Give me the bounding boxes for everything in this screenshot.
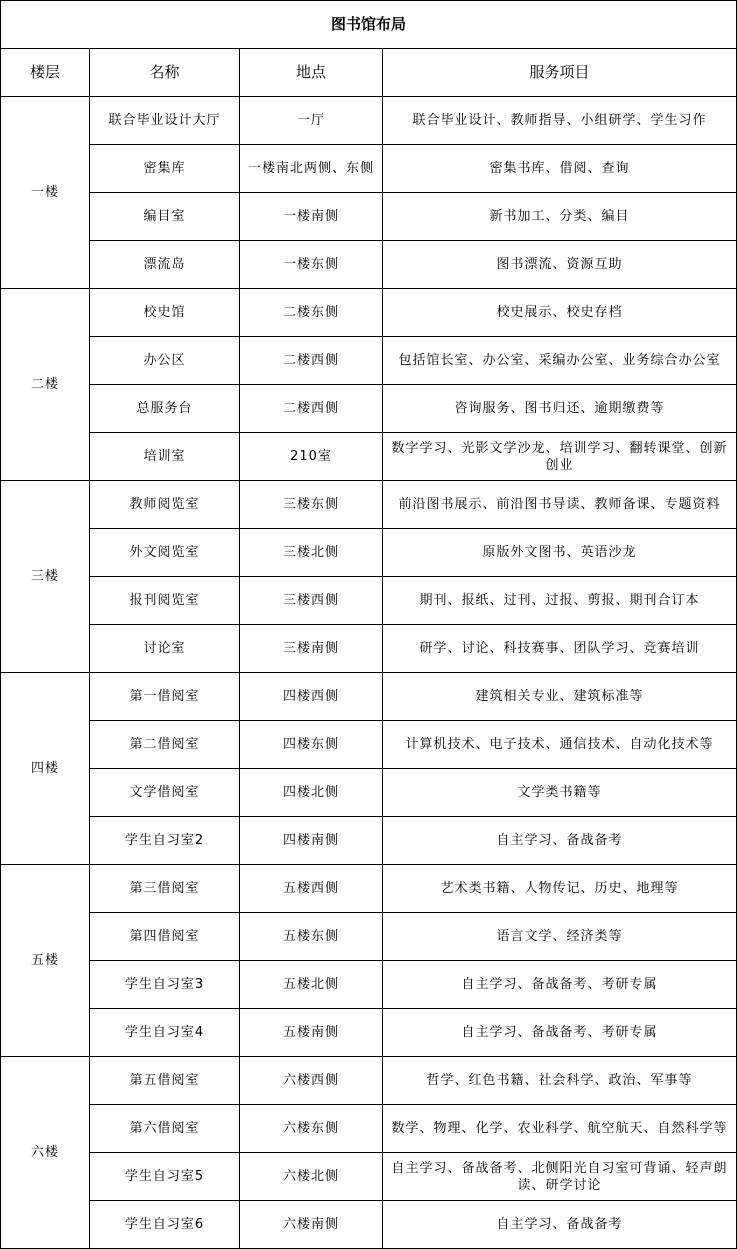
room-name-cell: 学生自习室5: [90, 1153, 240, 1201]
room-services-cell: 计算机技术、电子技术、通信技术、自动化技术等: [383, 721, 737, 769]
room-services-cell: 咨询服务、图书归还、逾期缴费等: [383, 385, 737, 433]
table-row: [1, 961, 737, 1009]
table-row: [1, 433, 737, 481]
table-row: [1, 625, 737, 673]
floor-cell: 三楼: [1, 481, 90, 673]
room-name-cell: 编目室: [90, 193, 240, 241]
room-name-cell: 培训室: [90, 433, 240, 481]
room-services-cell: 自主学习、备战备考、考研专属: [383, 961, 737, 1009]
room-services-cell: 语言文学、经济类等: [383, 913, 737, 961]
room-name-cell: 第一借阅室: [90, 673, 240, 721]
room-services-cell: 密集书库、借阅、查询: [383, 145, 737, 193]
table-row: [1, 337, 737, 385]
room-location-cell: 一楼南侧: [240, 193, 383, 241]
table-row: [1, 241, 737, 289]
room-services-cell: 自主学习、备战备考: [383, 817, 737, 865]
table-title: 图书馆布局: [1, 1, 737, 49]
room-name-cell: 学生自习室2: [90, 817, 240, 865]
room-location-cell: 二楼东侧: [240, 289, 383, 337]
room-location-cell: 六楼南侧: [240, 1201, 383, 1249]
room-location-cell: 五楼南侧: [240, 1009, 383, 1057]
room-location-cell: 三楼北侧: [240, 529, 383, 577]
floor-cell: 二楼: [1, 289, 90, 481]
room-name-cell: 校史馆: [90, 289, 240, 337]
room-services-cell: 自主学习、备战备考、考研专属: [383, 1009, 737, 1057]
room-location-cell: 六楼东侧: [240, 1105, 383, 1153]
room-name-cell: 学生自习室3: [90, 961, 240, 1009]
room-location-cell: 一厅: [240, 97, 383, 145]
room-location-cell: 六楼西侧: [240, 1057, 383, 1105]
room-location-cell: 三楼东侧: [240, 481, 383, 529]
table-row: [1, 1105, 737, 1153]
room-location-cell: 四楼北侧: [240, 769, 383, 817]
table-row: [1, 1057, 737, 1105]
table-title-row: [1, 1, 737, 49]
room-services-cell: 自主学习、备战备考、北侧阳光自习室可背诵、轻声朗读、研学讨论: [383, 1153, 737, 1201]
room-services-cell: 包括馆长室、办公室、采编办公室、业务综合办公室: [383, 337, 737, 385]
room-services-cell: 建筑相关专业、建筑标准等: [383, 673, 737, 721]
table-row: [1, 385, 737, 433]
room-location-cell: 二楼西侧: [240, 385, 383, 433]
room-location-cell: 四楼西侧: [240, 673, 383, 721]
table-row: [1, 769, 737, 817]
table-row: [1, 673, 737, 721]
table-row: [1, 1201, 737, 1249]
room-name-cell: 外文阅览室: [90, 529, 240, 577]
room-name-cell: 第六借阅室: [90, 1105, 240, 1153]
room-location-cell: 四楼南侧: [240, 817, 383, 865]
room-location-cell: 六楼北侧: [240, 1153, 383, 1201]
room-name-cell: 第二借阅室: [90, 721, 240, 769]
table-row: [1, 817, 737, 865]
header-location: 地点: [240, 49, 383, 97]
header-row: [1, 49, 737, 97]
room-services-cell: 图书漂流、资源互助: [383, 241, 737, 289]
table-row: [1, 481, 737, 529]
room-location-cell: 五楼东侧: [240, 913, 383, 961]
room-name-cell: 讨论室: [90, 625, 240, 673]
room-name-cell: 第三借阅室: [90, 865, 240, 913]
floor-cell: 五楼: [1, 865, 90, 1057]
room-name-cell: 报刊阅览室: [90, 577, 240, 625]
room-name-cell: 第四借阅室: [90, 913, 240, 961]
room-name-cell: 密集库: [90, 145, 240, 193]
table-row: [1, 97, 737, 145]
room-services-cell: 数学、物理、化学、农业科学、航空航天、自然科学等: [383, 1105, 737, 1153]
table-row: [1, 145, 737, 193]
room-services-cell: 联合毕业设计、教师指导、小组研学、学生习作: [383, 97, 737, 145]
room-services-cell: 原版外文图书、英语沙龙: [383, 529, 737, 577]
table-row: [1, 577, 737, 625]
room-services-cell: 新书加工、分类、编目: [383, 193, 737, 241]
room-location-cell: 三楼南侧: [240, 625, 383, 673]
room-name-cell: 文学借阅室: [90, 769, 240, 817]
header-services: 服务项目: [383, 49, 737, 97]
room-services-cell: 自主学习、备战备考: [383, 1201, 737, 1249]
room-services-cell: 校史展示、校史存档: [383, 289, 737, 337]
room-location-cell: 五楼西侧: [240, 865, 383, 913]
room-services-cell: 研学、讨论、科技赛事、团队学习、竞赛培训: [383, 625, 737, 673]
header-name: 名称: [90, 49, 240, 97]
table-row: [1, 289, 737, 337]
room-location-cell: 一楼南北两侧、东侧: [240, 145, 383, 193]
room-services-cell: 艺术类书籍、人物传记、历史、地理等: [383, 865, 737, 913]
table-row: [1, 1153, 737, 1201]
room-name-cell: 学生自习室6: [90, 1201, 240, 1249]
table-row: [1, 913, 737, 961]
floor-cell: 六楼: [1, 1057, 90, 1249]
room-location-cell: 五楼北侧: [240, 961, 383, 1009]
room-name-cell: 第五借阅室: [90, 1057, 240, 1105]
table-row: [1, 193, 737, 241]
room-location-cell: 一楼东侧: [240, 241, 383, 289]
room-name-cell: 教师阅览室: [90, 481, 240, 529]
room-name-cell: 总服务台: [90, 385, 240, 433]
table-row: [1, 721, 737, 769]
room-location-cell: 210室: [240, 433, 383, 481]
room-location-cell: 三楼西侧: [240, 577, 383, 625]
room-services-cell: 哲学、红色书籍、社会科学、政治、军事等: [383, 1057, 737, 1105]
room-name-cell: 漂流岛: [90, 241, 240, 289]
floor-cell: 一楼: [1, 97, 90, 289]
room-location-cell: 四楼东侧: [240, 721, 383, 769]
room-services-cell: 前沿图书展示、前沿图书导读、教师备课、专题资料: [383, 481, 737, 529]
room-services-cell: 文学类书籍等: [383, 769, 737, 817]
room-location-cell: 二楼西侧: [240, 337, 383, 385]
room-name-cell: 办公区: [90, 337, 240, 385]
room-name-cell: 联合毕业设计大厅: [90, 97, 240, 145]
room-name-cell: 学生自习室4: [90, 1009, 240, 1057]
room-services-cell: 期刊、报纸、过刊、过报、剪报、期刊合订本: [383, 577, 737, 625]
floor-cell: 四楼: [1, 673, 90, 865]
room-services-cell: 数字学习、光影文学沙龙、培训学习、翻转课堂、创新创业: [383, 433, 737, 481]
table-row: [1, 529, 737, 577]
table-row: [1, 1009, 737, 1057]
table-row: [1, 865, 737, 913]
header-floor: 楼层: [1, 49, 90, 97]
